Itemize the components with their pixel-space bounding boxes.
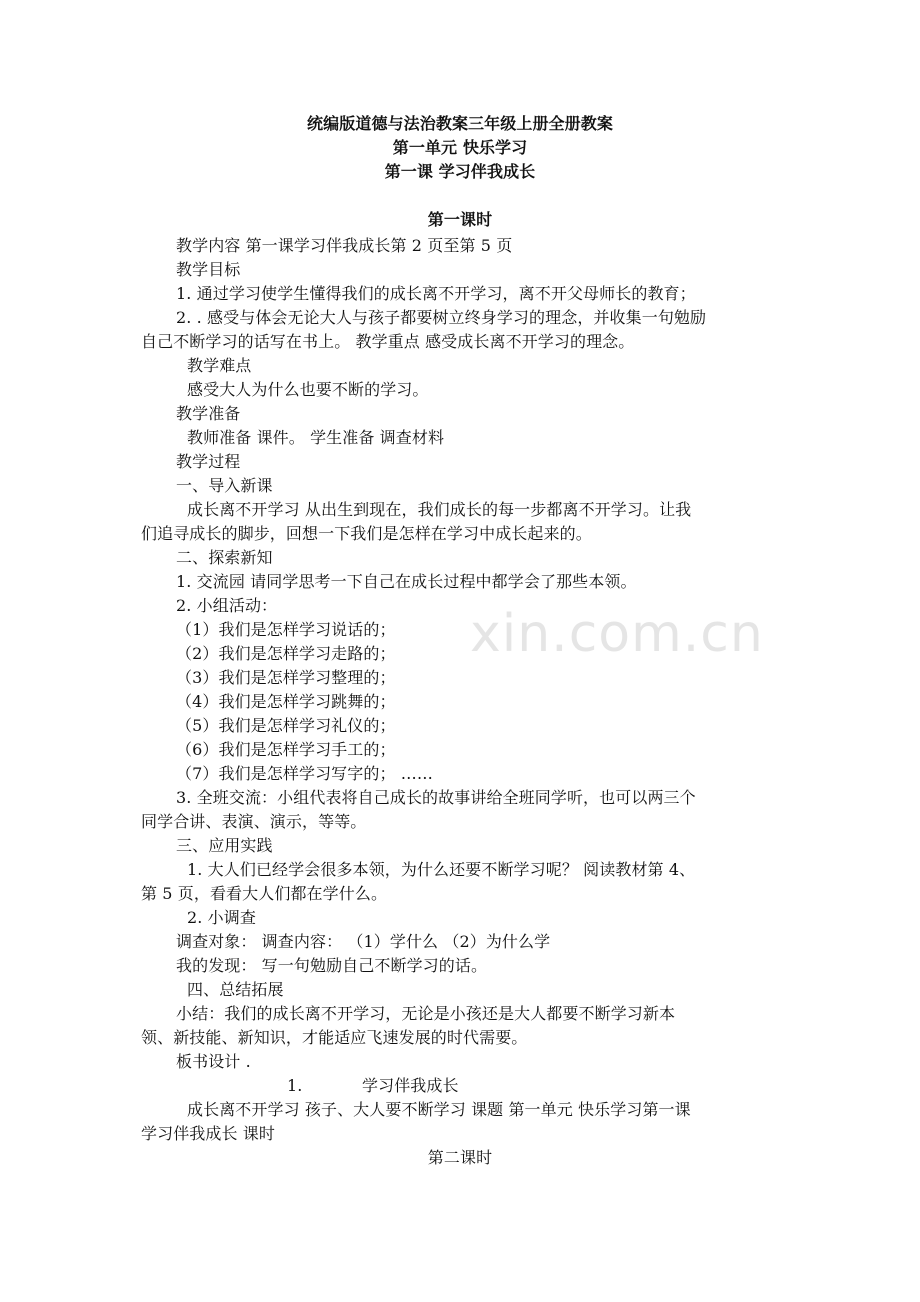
list-item: （4）我们是怎样学习跳舞的； <box>176 692 396 711</box>
text-line: 2. 小组活动： <box>176 596 278 615</box>
board-number: 1. <box>287 1076 303 1095</box>
text-line: 二、探索新知 <box>176 548 273 567</box>
text-line: 1. 交流园 请同学思考一下自己在成长过程中都学会了那些本领。 <box>176 572 637 591</box>
board-line: 成长离不开学习 孩子、大人要不断学习 课题 第一单元 快乐学习第一课 <box>187 1100 691 1119</box>
lesson-title: 第一课 学习伴我成长 <box>384 162 536 181</box>
text-line: 一、导入新课 <box>176 476 273 495</box>
text-line: 第 5 页，看看大人们都在学什么。 <box>141 884 388 903</box>
text-line: 小结：我们的成长离不开学习，无论是小孩还是大人都要不断学习新本 <box>176 1004 676 1023</box>
board-line: 学习伴我成长 课时 <box>141 1124 275 1143</box>
text-line: 2. 小调查 <box>187 908 256 927</box>
text-line: 四、总结拓展 <box>187 980 284 999</box>
text-line: 1. 通过学习使学生懂得我们的成长离不开学习，离不开父母师长的教育； <box>176 284 696 303</box>
text-line: 感受大人为什么也要不断的学习。 <box>187 380 429 399</box>
text-line: 教学难点 <box>187 356 252 375</box>
board-title: 学习伴我成长 <box>362 1076 459 1095</box>
text-line: 教学过程 <box>176 452 241 471</box>
text-line: 教学内容 第一课学习伴我成长第 2 页至第 5 页 <box>176 236 513 255</box>
unit-title: 第一单元 快乐学习 <box>392 138 528 157</box>
list-item: （5）我们是怎样学习礼仪的； <box>176 716 396 735</box>
text-line: 板书设计 . <box>176 1052 251 1071</box>
text-line: 2. . 感受与体会无论大人与孩子都要树立终身学习的理念，并收集一句勉励 <box>176 308 707 327</box>
list-item: （7）我们是怎样学习写字的； …… <box>176 764 433 783</box>
watermark: xin.com.cn <box>470 604 764 664</box>
text-line: 自己不断学习的话写在书上。 教学重点 感受成长离不开学习的理念。 <box>141 332 635 351</box>
text-line: 我的发现： 写一句勉励自己不断学习的话。 <box>176 956 488 975</box>
text-line: 教学目标 <box>176 260 241 279</box>
text-line: 1. 大人们已经学会很多本领，为什么还要不断学习呢？ 阅读教材第 4、 <box>187 860 696 879</box>
period-heading-2: 第二课时 <box>427 1148 493 1167</box>
list-item: （1）我们是怎样学习说话的； <box>176 620 396 639</box>
text-line: 领、新技能、新知识，才能适应飞速发展的时代需要。 <box>141 1028 528 1047</box>
text-line: 调查对象： 调查内容： （1）学什么 （2）为什么学 <box>176 932 551 951</box>
document-title: 统编版道德与法治教案三年级上册全册教案 <box>307 114 613 133</box>
list-item: （3）我们是怎样学习整理的； <box>176 668 396 687</box>
list-item: （6）我们是怎样学习手工的； <box>176 740 396 759</box>
text-line: 们追寻成长的脚步，回想一下我们是怎样在学习中成长起来的。 <box>141 524 592 543</box>
text-line: 三、应用实践 <box>176 836 273 855</box>
text-line: 同学合讲、表演、演示，等等。 <box>141 812 367 831</box>
text-line: 教师准备 课件。 学生准备 调查材料 <box>187 428 445 447</box>
text-line: 教学准备 <box>176 404 241 423</box>
text-line: 3. 全班交流：小组代表将自己成长的故事讲给全班同学听，也可以两三个 <box>176 788 696 807</box>
period-heading: 第一课时 <box>427 210 493 229</box>
list-item: （2）我们是怎样学习走路的； <box>176 644 396 663</box>
text-line: 成长离不开学习 从出生到现在，我们成长的每一步都离不开学习。让我 <box>187 500 692 519</box>
